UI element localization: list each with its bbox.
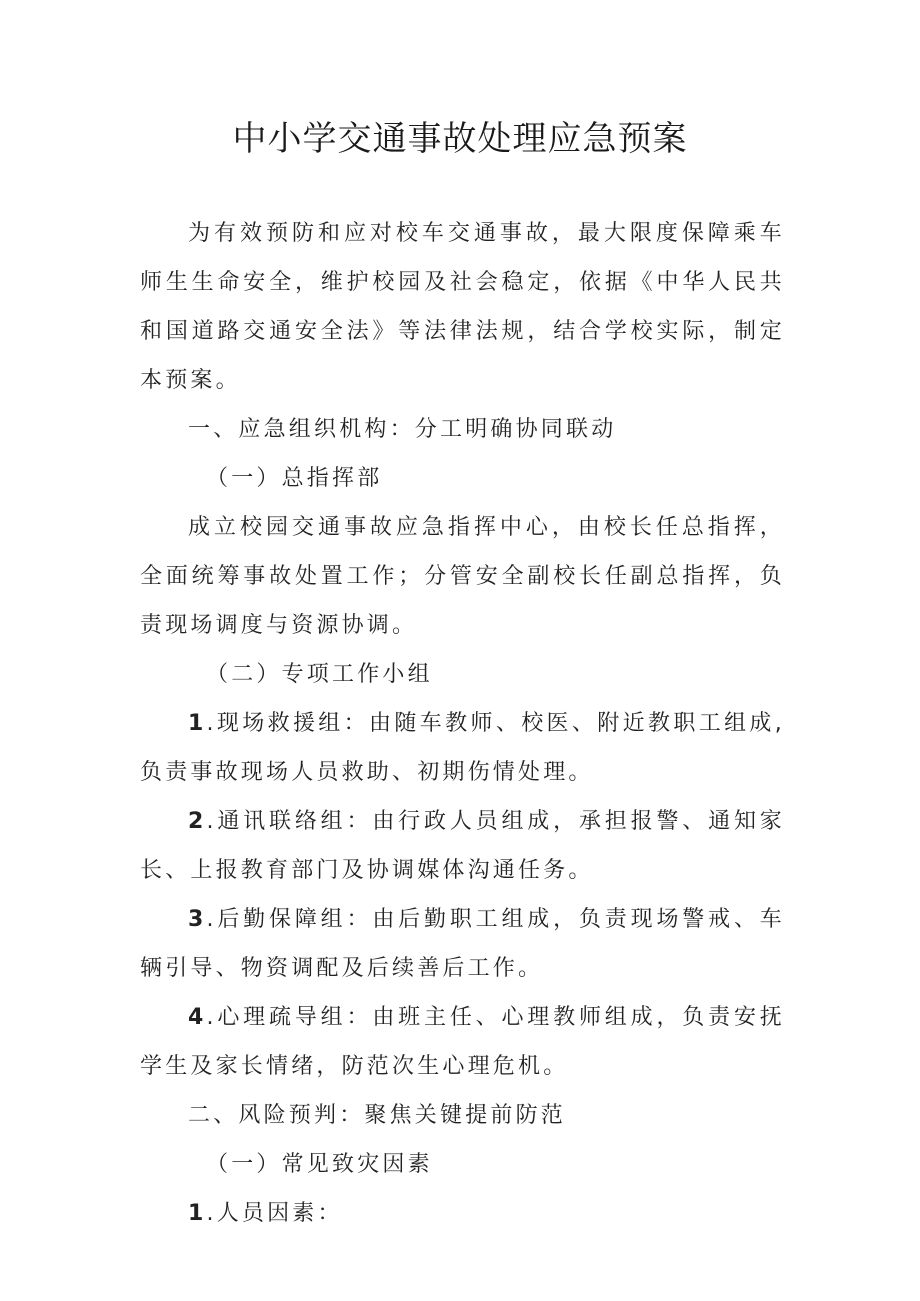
list-item-text: .心理疏导组：由班主任、心理教师组成，负责安抚学生及家长情绪，防范次生心理危机。 (140, 1005, 785, 1079)
section-heading-2: 二、风险预判：聚焦关键提前防范 (188, 1103, 567, 1128)
document-body (140, 209, 785, 1238)
list-item-text: .后勤保障组：由后勤职工组成，负责现场警戒、车辆引导、物资调配及后续善后工作。 (140, 907, 785, 981)
subsection-heading-2-1: （一）常见致灾因素 (206, 1152, 433, 1177)
list-number: 2 (188, 809, 207, 834)
list-item-human-factors (140, 1189, 785, 1238)
list-item-text: .人员因素： (206, 1201, 343, 1226)
subsection-heading-1-1: （一）总指挥部 (206, 466, 383, 491)
list-item-text: .现场救援组：由随车教师、校医、附近教职工组成,负责事故现场人员救助、初期伤情处理。 (140, 711, 785, 785)
document-title: 中小学交通事故处理应急预案 (232, 119, 688, 159)
list-number: 3 (188, 907, 207, 932)
subsection-heading-1-2: （二）专项工作小组 (206, 662, 433, 687)
list-item-rescue-group (140, 699, 785, 797)
list-item-text: .通讯联络组：由行政人员组成，承担报警、通知家长、上报教育部门及协调媒体沟通任务。 (140, 809, 785, 883)
list-number: 4 (188, 1005, 207, 1030)
list-item-communication-group (140, 797, 785, 895)
command-center-paragraph: 成立校园交通事故应急指挥中心，由校长任总指挥，全面统筹事故处置工作；分管安全副校长任副总指挥，负责现场调度与资源协调。 (140, 515, 785, 638)
section-heading-1: 一、应急组织机构：分工明确协同联动 (188, 417, 617, 442)
intro-paragraph: 为有效预防和应对校车交通事故，最大限度保障乘车师生生命安全，维护校园及社会稳定，依据《中华人民共和国道路交通安全法》等法律法规，结合学校实际，制定本预案。 (140, 221, 785, 393)
list-item-logistics-group (140, 895, 785, 993)
list-number: 1 (188, 1201, 207, 1226)
list-number: 1 (188, 711, 207, 736)
list-item-counseling-group (140, 993, 785, 1091)
